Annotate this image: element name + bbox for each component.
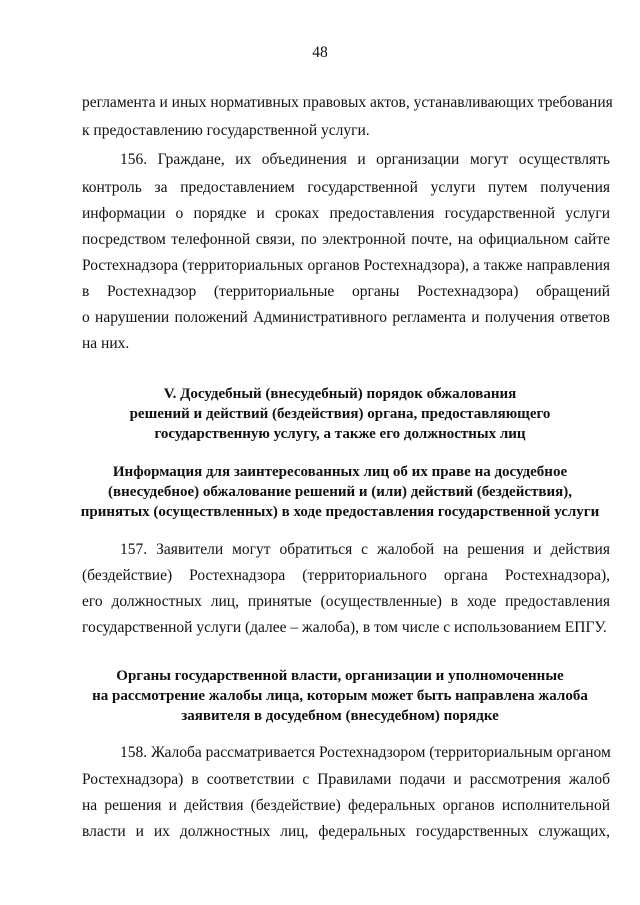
para-158-line-1: 158. Жалоба рассматривается Ростехнадзором (территориальным органом xyxy=(120,744,611,761)
para-158-line-2: Ростехнадзора) в соответствии с Правилами подачи и рассмотрения жалоб xyxy=(82,771,610,788)
para-158-line-3: на решения и действия (бездействие) федеральных органов исполнительной xyxy=(82,797,610,814)
para-156-line-1: 156. Граждане, их объединения и организации могут осуществлять xyxy=(120,151,610,168)
para-156-line-5: Ростехнадзора (территориальных органов Ростехнадзора), а также направления xyxy=(82,257,610,274)
info-heading-line-2: (внесудебное) обжалование решений и (или) действий (бездействия), xyxy=(108,484,572,500)
para-156-line-7: о нарушении положений Административного регламента и получения ответов xyxy=(82,309,610,326)
para-156-line-2: контроль за предоставлением государственной услуги путем получения xyxy=(82,179,610,196)
para-156-line-6: в Ростехнадзор (территориальные органы Ростехнадзора) обращений xyxy=(82,283,610,300)
para-156-line-8: на них. xyxy=(82,335,130,352)
organs-heading-line-2: на рассмотрение жалобы лица, которым может быть направлена жалоба xyxy=(92,688,588,704)
section-v-heading-line-3: государственную услугу, а также его должностных лиц xyxy=(154,426,526,442)
para-intro-line-1: регламента и иных нормативных правовых актов, устанавливающих требования xyxy=(82,94,613,111)
section-v-heading-line-1: V. Досудебный (внесудебный) порядок обжалования xyxy=(163,386,517,402)
para-157-line-4: государственной услуги (далее – жалоба), в том числе с использованием ЕПГУ. xyxy=(82,619,607,636)
para-157-line-2: (бездействие) Ростехнадзора (территориального органа Ростехнадзора), xyxy=(82,567,610,584)
info-heading-line-1: Информация для заинтересованных лиц об их праве на досудебное xyxy=(112,464,568,480)
para-158-line-4: власти и их должностных лиц, федеральных государственных служащих, xyxy=(82,823,610,840)
page-number: 48 xyxy=(312,44,328,61)
info-heading-line-3: принятых (осуществленных) в ходе предоставления государственной услуги xyxy=(80,504,600,520)
para-157-line-3: его должностных лиц, принятые (осуществленные) в ходе предоставления xyxy=(82,593,610,610)
organs-heading-line-1: Органы государственной власти, организации и уполномоченные xyxy=(116,668,564,684)
para-156-line-3: информации о порядке и сроках предоставления государственной услуги xyxy=(82,205,610,222)
para-156-line-4: посредством телефонной связи, по электронной почте, на официальном сайте xyxy=(82,231,610,248)
organs-heading-line-3: заявителя в досудебном (внесудебном) порядке xyxy=(181,708,499,724)
para-157-line-1: 157. Заявители могут обратиться с жалобой на решения и действия xyxy=(120,541,610,558)
section-v-heading-line-2: решений и действий (бездействия) органа, предоставляющего xyxy=(129,406,551,422)
para-intro-line-2: к предоставлению государственной услуги. xyxy=(82,122,370,139)
